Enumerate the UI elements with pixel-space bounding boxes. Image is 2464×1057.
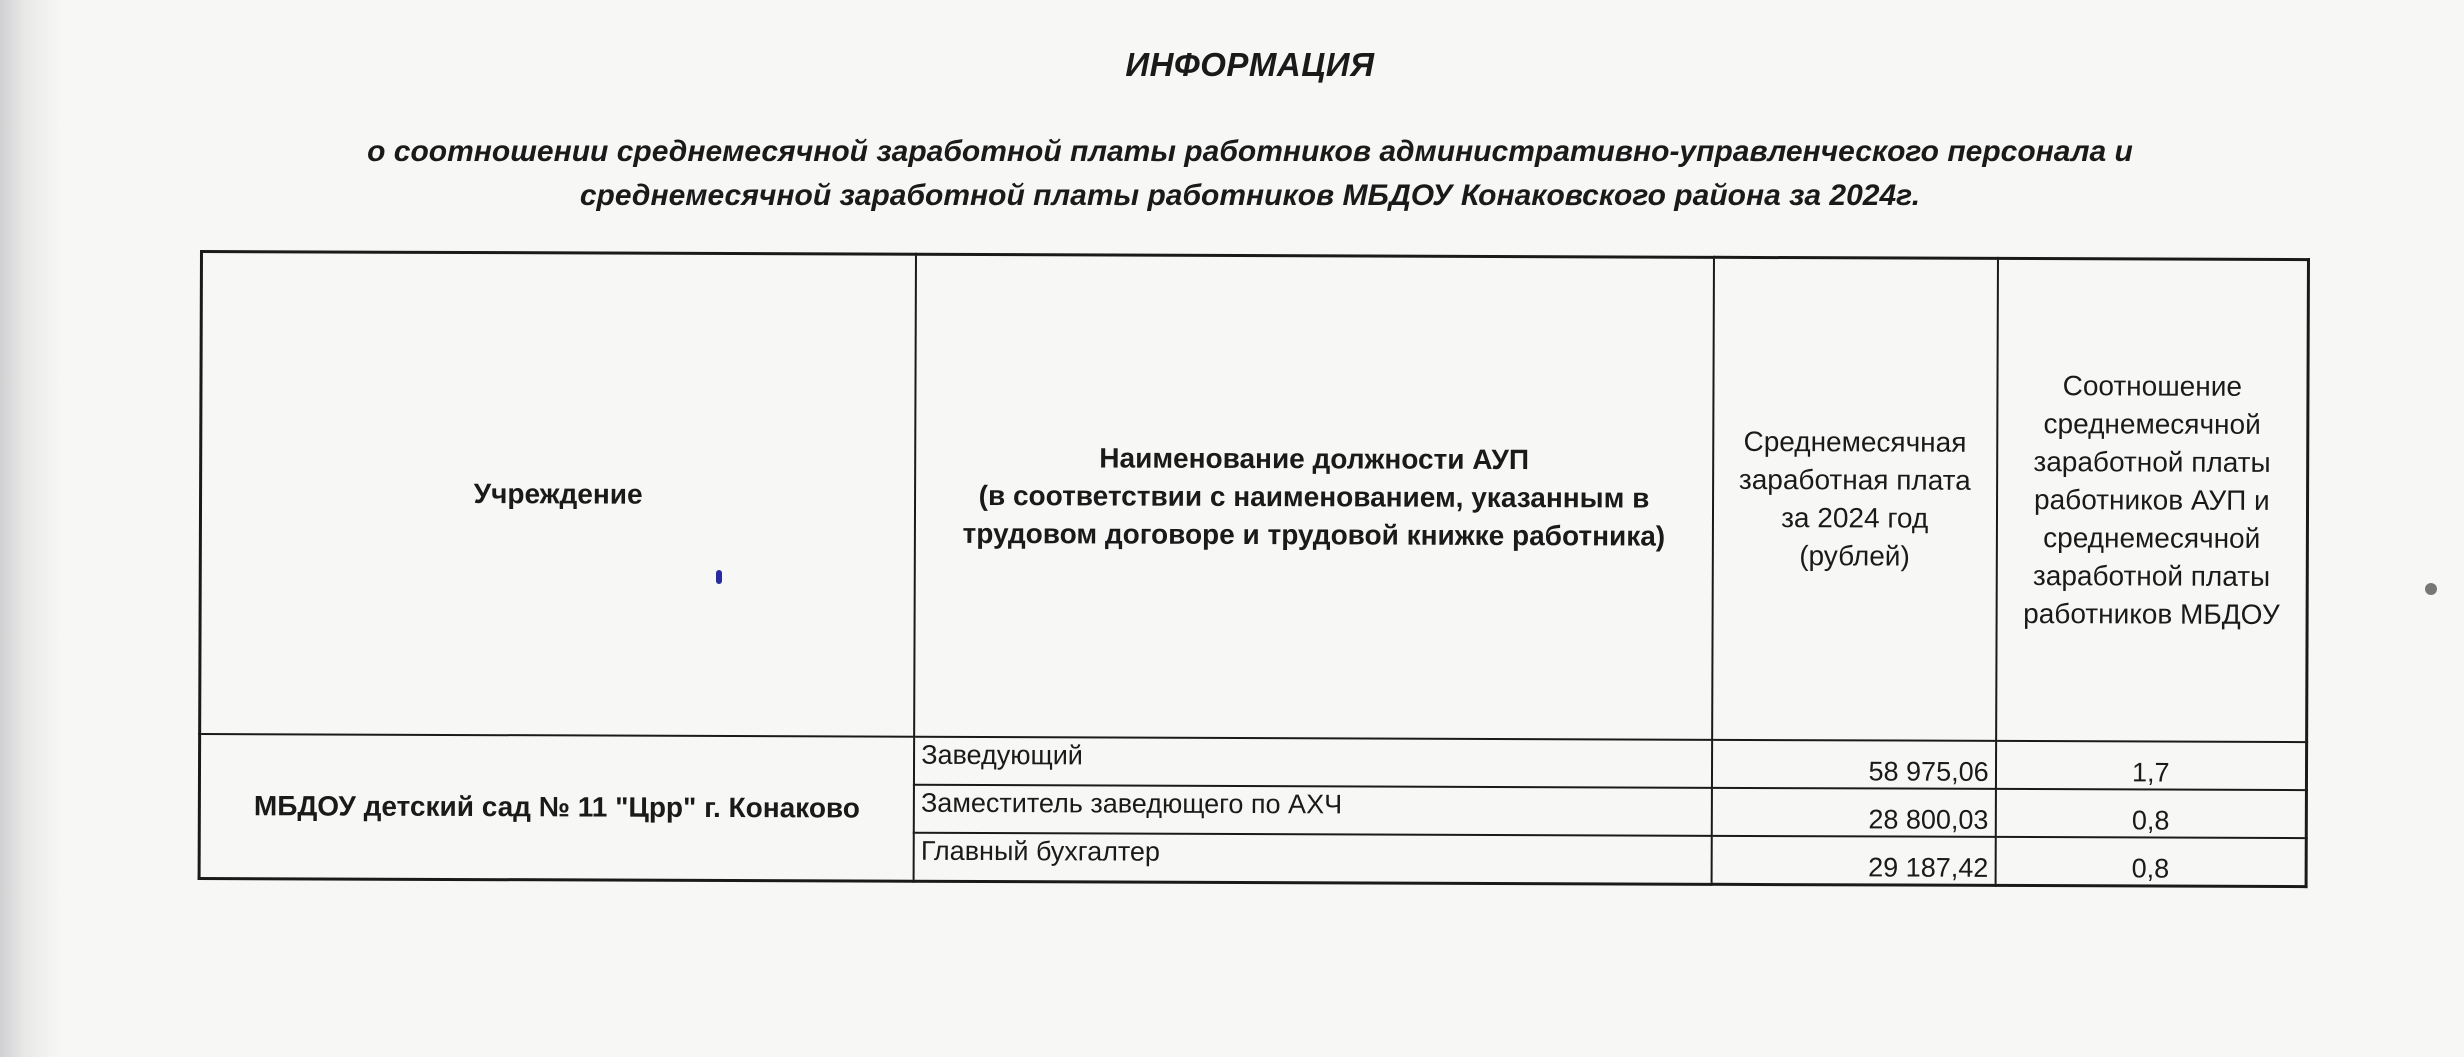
header-ratio (1996, 258, 2309, 742)
salary-ratio-table (198, 250, 2310, 888)
document-title: ИНФОРМАЦИЯ (1125, 46, 1375, 83)
header-ratio-line: заработной платы (2033, 446, 2271, 478)
header-ratio-line: работников МБДОУ (2023, 598, 2280, 630)
header-salary-line: заработная плата (1738, 463, 1971, 496)
ratio-cell: 0,8 (1995, 837, 2306, 887)
institution-cell: МБДОУ детский сад № 11 "Црр" г. Конаково (199, 734, 914, 881)
header-ratio-line: среднемесячной (2043, 408, 2261, 440)
header-salary-line: Среднемесячная (1743, 425, 1967, 458)
header-ratio-line: среднемесячной (2043, 522, 2261, 554)
scan-speck (716, 570, 722, 584)
header-position (914, 254, 1713, 740)
ratio-cell: 0,8 (1995, 789, 2306, 838)
table-header-row (200, 252, 2309, 743)
header-ratio-line: Соотношение (2062, 370, 2243, 402)
header-position-line: (в соответствии с наименованием, указанным в (978, 479, 1650, 514)
header-salary (1712, 257, 1998, 741)
position-cell: Заведующий (914, 737, 1712, 788)
header-salary-line: (рублей) (1799, 540, 1910, 572)
header-ratio-line: заработной платы (2032, 560, 2271, 592)
header-salary-line: за 2024 год (1781, 502, 1929, 534)
subtitle-line-1: о соотношении среднемесячной заработной платы работников административно-управленческого персонала и (367, 135, 2133, 168)
salary-cell: 28 800,03 (1712, 788, 1996, 837)
header-position-line: Наименование должности АУП (1099, 442, 1530, 476)
header-position-line: трудовом договоре и трудовой книжке работника) (962, 517, 1666, 552)
scan-speck (2425, 583, 2437, 595)
position-cell: Заместитель заведющего по АХЧ (914, 785, 1712, 836)
position-cell: Главный бухгалтер (914, 833, 1712, 885)
salary-cell: 58 975,06 (1712, 740, 1996, 789)
ratio-cell: 1,7 (1996, 741, 2307, 790)
document-subtitle (0, 130, 2464, 218)
table-row (199, 734, 2306, 790)
header-institution: Учреждение (200, 252, 917, 737)
header-ratio-line: работников АУП и (2033, 484, 2270, 516)
subtitle-line-2: среднемесячной заработной платы работников МБДОУ Конаковского района за 2024г. (579, 179, 1921, 212)
salary-cell: 29 187,42 (1711, 836, 1995, 886)
